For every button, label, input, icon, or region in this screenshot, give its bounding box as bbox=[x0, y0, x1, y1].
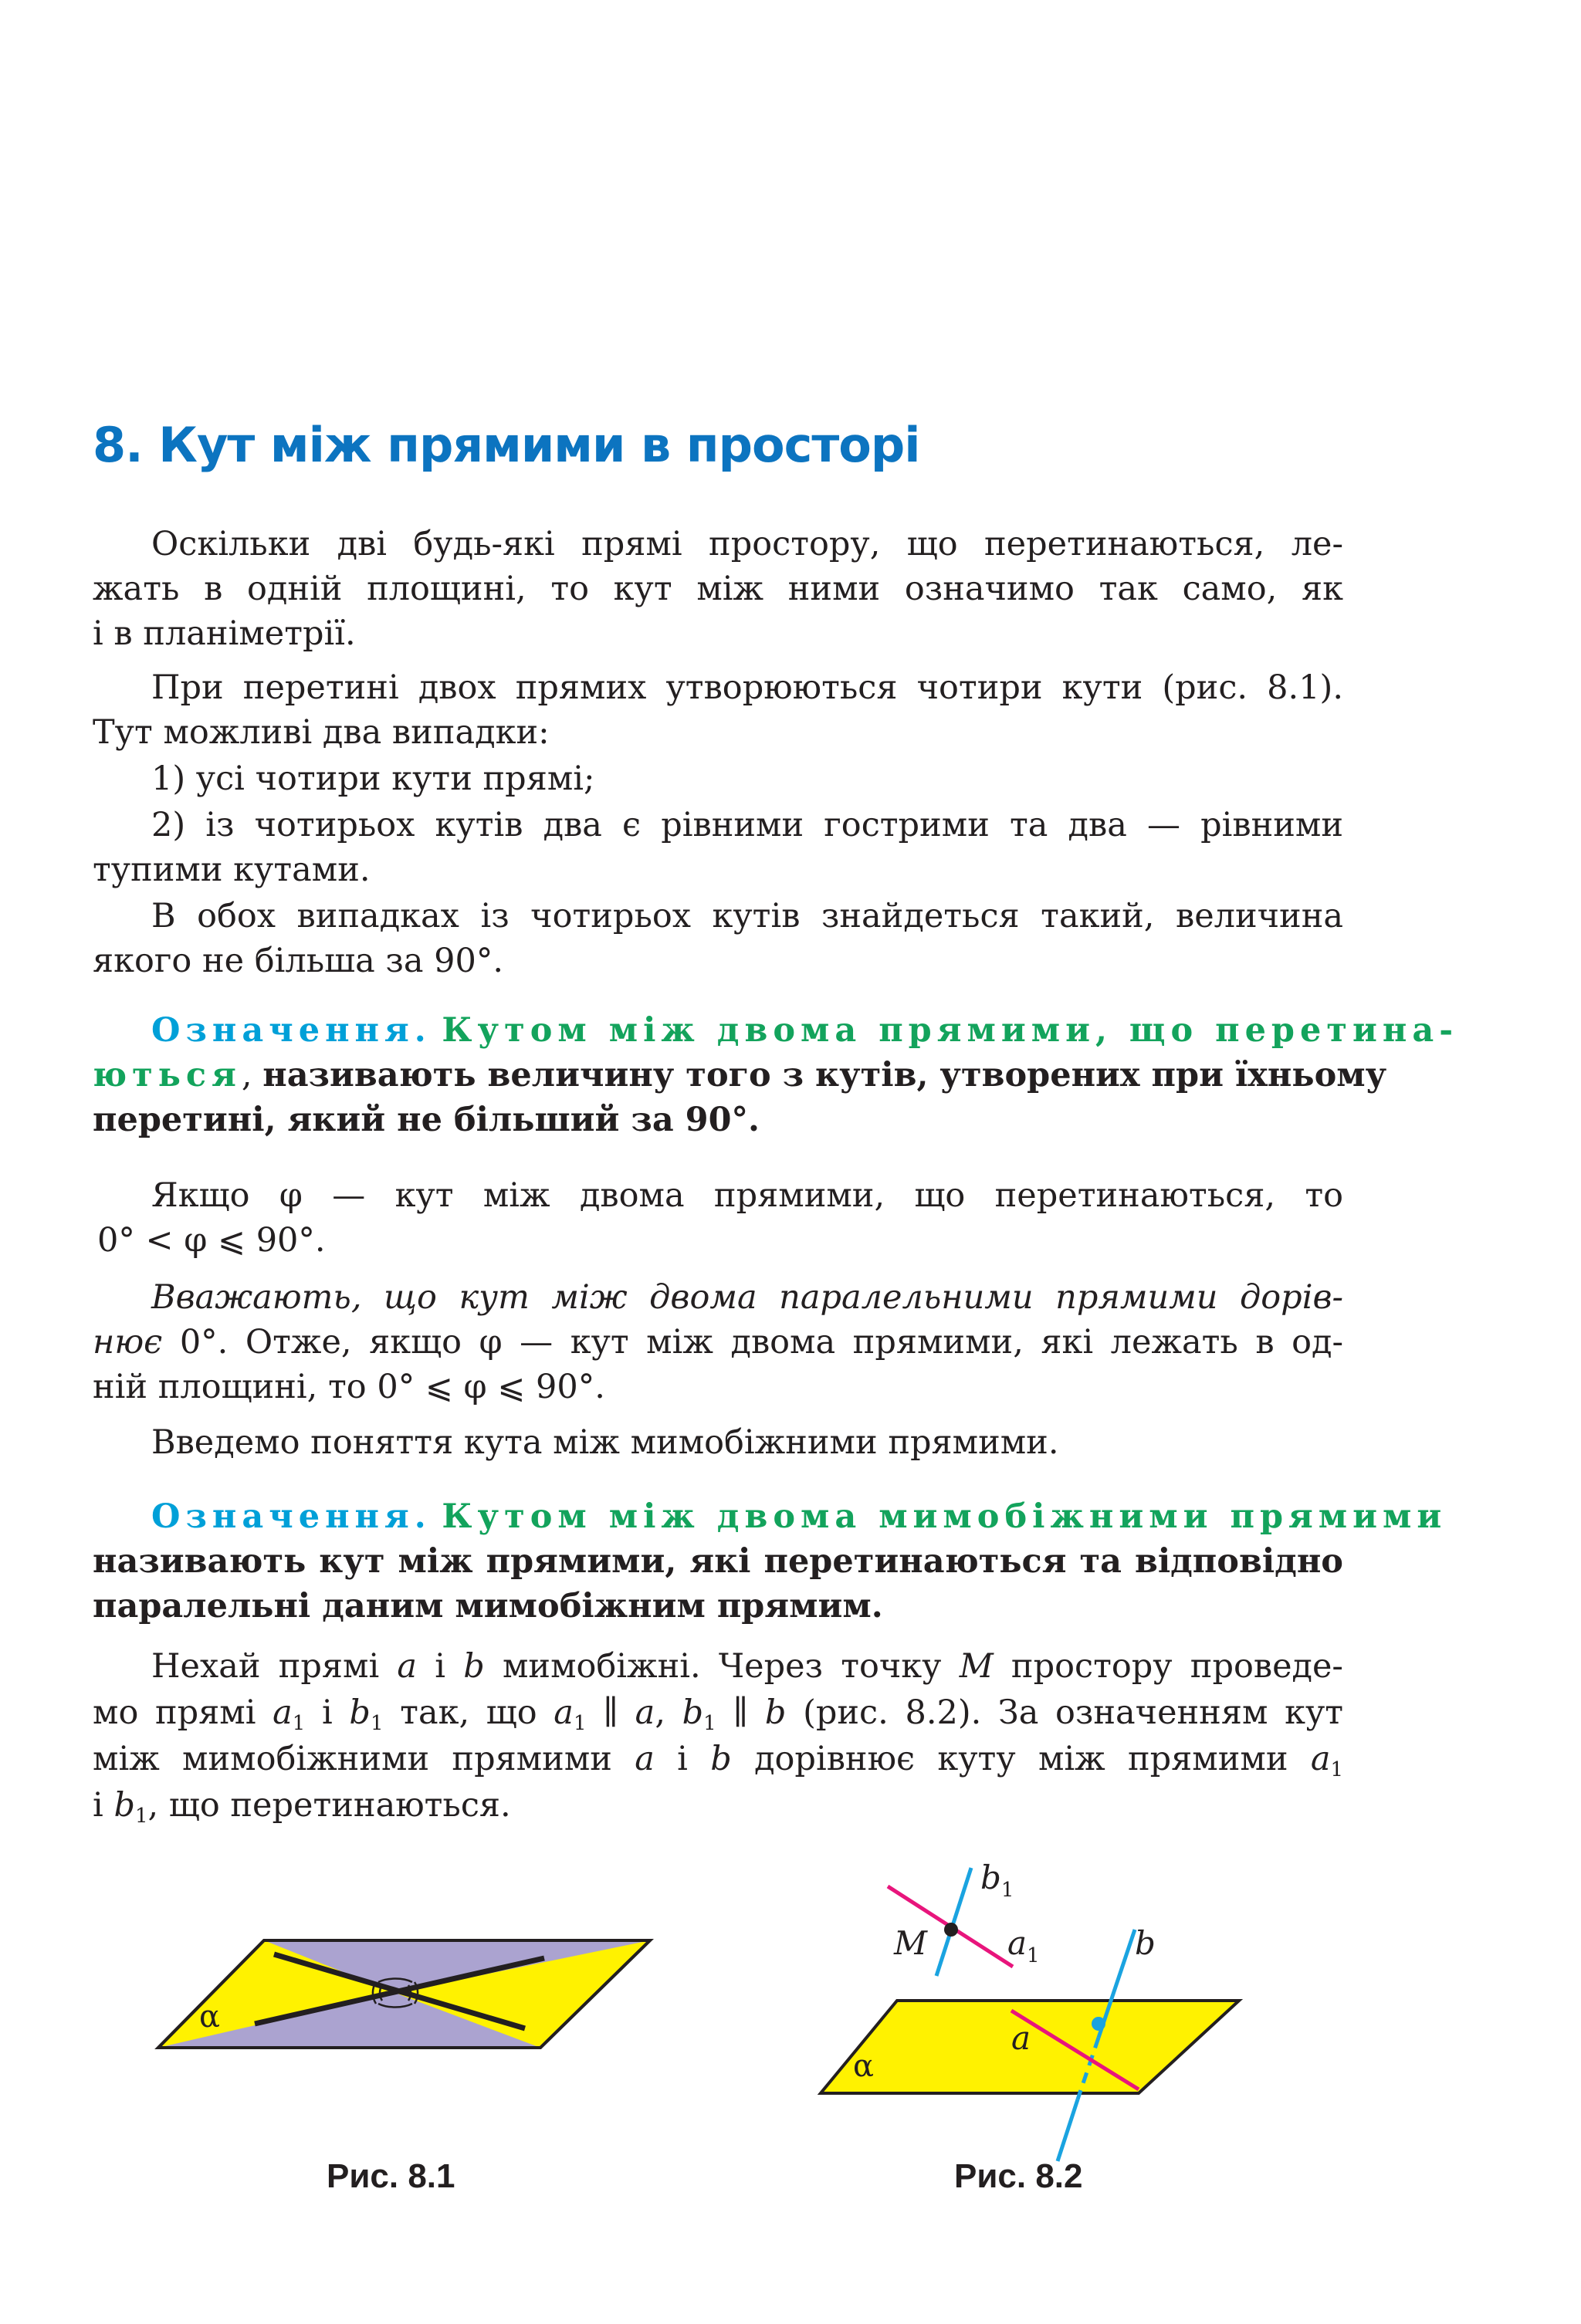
label-b1: $b_1$ bbox=[980, 1859, 1014, 1902]
point-M bbox=[944, 1923, 958, 1937]
intersection-point-b bbox=[1092, 2017, 1105, 2031]
para1-line3: і в планіметрії. bbox=[93, 614, 356, 653]
para3-line1: В обох випадках із чотирьох кутів знайдеться такий, величина bbox=[151, 897, 1343, 935]
definition-2-line1: Означення. Кутом між двома мимобіжними прямими bbox=[151, 1497, 1447, 1536]
definition-2-line2: називають кут між прямими, які перетинаються та відповідно bbox=[93, 1542, 1343, 1581]
parallel-line2: нює 0°. Отже, якщо φ — кут між двома прямими, які лежать в од- bbox=[93, 1323, 1344, 1362]
skew-line4: і $b_1$, що перетинаються. bbox=[93, 1786, 511, 1828]
definition-2-line3: паралельні даним мимобіжним прямим. bbox=[93, 1587, 883, 1625]
para2-line2: Тут можливі два випадки: bbox=[93, 713, 550, 752]
line-b-lower bbox=[1058, 2099, 1078, 2161]
caption-fig-8-1: Рис. 8.1 bbox=[327, 2157, 455, 2195]
label-a: a bbox=[1011, 2019, 1031, 2057]
phi-range-line1: Якщо φ — кут між двома прямими, що перетинаються, то bbox=[151, 1176, 1343, 1215]
para2-line1: При перетині двох прямих утворюються чотири кути (рис. 8.1). bbox=[151, 668, 1343, 707]
caption-fig-8-2: Рис. 8.2 bbox=[954, 2157, 1083, 2195]
skew-line2: мо прямі $a_1$ і $b_1$ так, що $a_1$ ∥ a, $b_1$ ∥ b (рис. 8.2). За означенням кут bbox=[93, 1693, 1344, 1735]
case-2-line2: тупими кутами. bbox=[93, 851, 371, 889]
alpha-label-fig1: α bbox=[199, 1999, 221, 2035]
definition-1-line1: Означення. Кутом між двома прямими, що перетина- bbox=[151, 1011, 1459, 1050]
label-a1: $a_1$ bbox=[1007, 1924, 1040, 1967]
definition-1-line2: ються, називають величину того з кутів, утворених при їхньому bbox=[93, 1056, 1387, 1094]
parallel-line3: ній площині, то 0° ⩽ φ ⩽ 90°. bbox=[93, 1368, 605, 1406]
label-b: b bbox=[1135, 1924, 1156, 1962]
definition-1-line3: перетині, який не більший за 90°. bbox=[93, 1101, 760, 1139]
parallel-line1: Вважають, що кут між двома паралельними прямими дорів- bbox=[151, 1278, 1343, 1317]
label-M: M bbox=[894, 1924, 928, 1962]
phi-range-line2: 0° < φ ⩽ 90°. bbox=[97, 1221, 326, 1260]
para1-line1: Оскільки дві будь-які прямі простору, що перетинаються, ле- bbox=[151, 525, 1343, 563]
skew-line1: Нехай прямі a і b мимобіжні. Через точку M простору проведе- bbox=[151, 1647, 1343, 1686]
para3-line2: якого не більша за 90°. bbox=[93, 942, 504, 980]
intro-skew: Введемо поняття кута між мимобіжними прямими. bbox=[151, 1423, 1059, 1462]
case-1: 1) усі чотири кути прямі; bbox=[151, 759, 595, 798]
para1-line2: жать в одній площині, то кут між ними означимо так само, як bbox=[93, 570, 1343, 608]
alpha-label-fig2: α bbox=[853, 2048, 875, 2084]
case-2-line1: 2) із чотирьох кутів два є рівними гострими та два — рівними bbox=[151, 806, 1343, 844]
skew-line3: між мимобіжними прямими a і b дорівнює куту між прямими $a_1$ bbox=[93, 1740, 1343, 1781]
section-title: 8. Кут між прямими в просторі bbox=[93, 417, 920, 473]
